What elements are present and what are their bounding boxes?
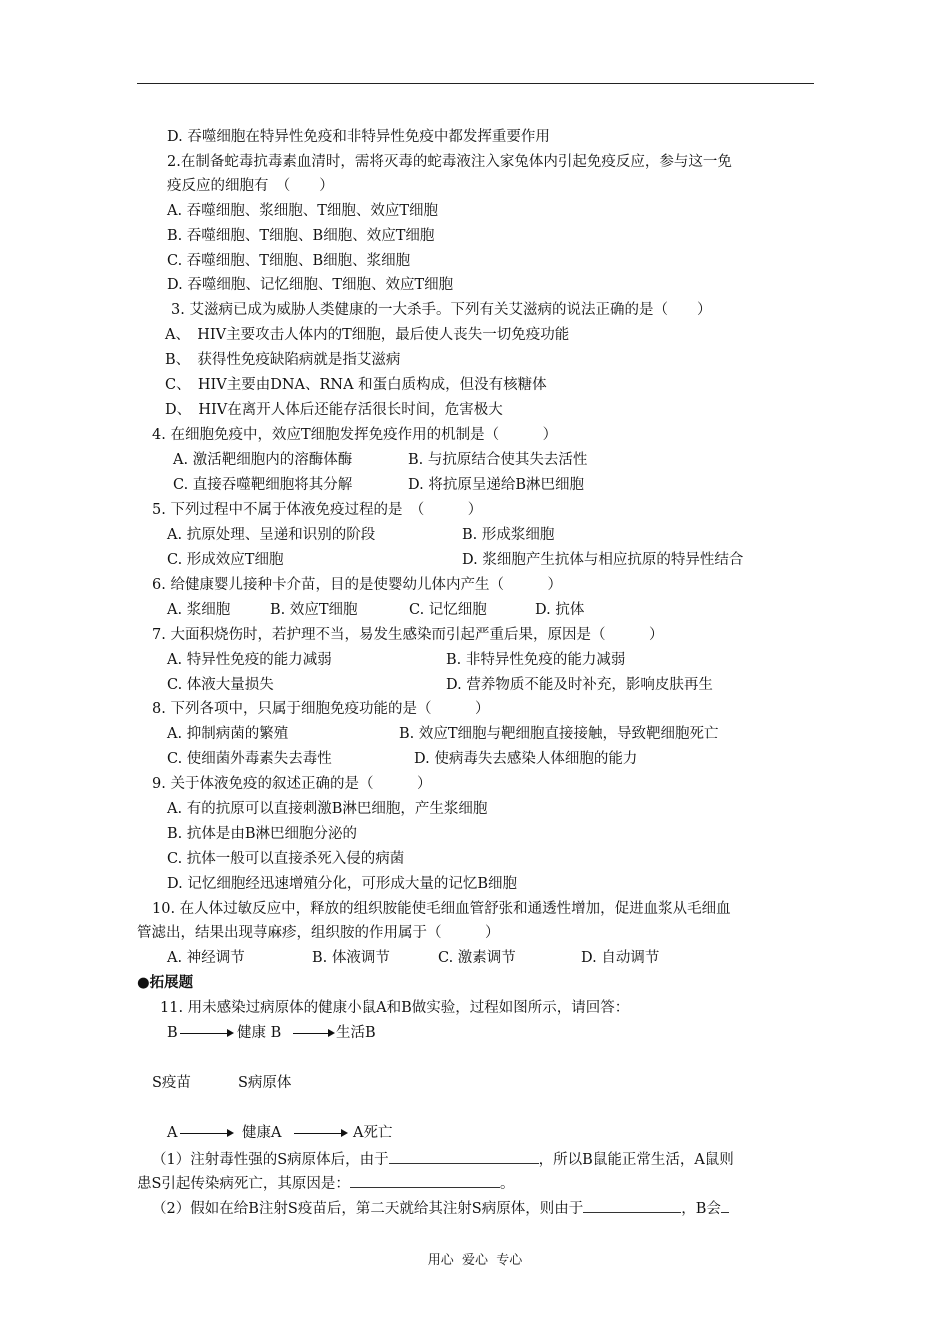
answer-blank-1[interactable]: [389, 1149, 539, 1164]
q11-part1-text-c: 患S引起传染病死亡，其原因是：: [137, 1176, 350, 1192]
q2-option-d: D. 吞噬细胞、记忆细胞、T细胞、效应T细胞: [167, 277, 454, 293]
section-title: 拓展题: [149, 974, 194, 991]
q2-stem-line2: 疫反应的细胞有 （ ）: [167, 178, 334, 194]
q11-stem: 11. 用未感染过病原体的健康小鼠A和B做实验，过程如图所示，请回答：: [160, 1000, 630, 1016]
q5-option-c: C. 形成效应T细胞: [167, 552, 284, 568]
q8-option-a: A. 抑制病菌的繁殖: [167, 726, 289, 742]
q9-option-c: C. 抗体一般可以直接杀死入侵的病菌: [167, 851, 405, 867]
q1-option-d: D. 吞噬细胞在特异性免疫和非特异性免疫中都发挥重要作用: [167, 129, 550, 145]
bullet-icon: ●: [137, 974, 150, 991]
q8-options-row2: [0, 750, 950, 768]
q3-option-b: B、 获得性免疫缺陷病就是指艾滋病: [165, 352, 401, 368]
page-footer: 用心 爱心 专心: [427, 1253, 523, 1268]
q7-options-row1: [0, 651, 950, 669]
header-rule: [137, 83, 814, 84]
q4-stem: 4. 在细胞免疫中，效应T细胞发挥免疫作用的机制是（ ）: [152, 427, 558, 443]
q8-stem: 8. 下列各项中，只属于细胞免疫功能的是（ ）: [152, 701, 490, 717]
q4-option-d: D. 将抗原呈递给B淋巴细胞: [408, 477, 584, 493]
q5-option-a: A. 抗原处理、呈递和识别的阶段: [167, 527, 376, 543]
arrow-a1-icon: [180, 1133, 232, 1134]
diagram-b-start: B: [167, 1025, 178, 1041]
answer-blank-3[interactable]: [583, 1198, 681, 1213]
q7-option-c: C. 体液大量损失: [167, 677, 274, 693]
diagram-b-end: 生活B: [336, 1025, 376, 1041]
q2-option-c: C. 吞噬细胞、T细胞、B细胞、浆细胞: [167, 253, 411, 269]
q3-stem: 3. 艾滋病已成为威胁人类健康的一大杀手。下列有关艾滋病的说法正确的是（ ）: [171, 302, 712, 318]
q9-option-b: B. 抗体是由B淋巴细胞分泌的: [167, 826, 358, 842]
arrow-a2-icon: [294, 1133, 346, 1134]
q10-stem-line2: 管滤出，结果出现荨麻疹，组织胺的作用属于（ ）: [137, 925, 500, 941]
q4-option-a: A. 激活靶细胞内的溶酶体酶: [173, 452, 353, 468]
q4-options-row2: [0, 476, 950, 494]
diagram-b-mid: 健康 B: [237, 1025, 282, 1041]
q6-options-row: [0, 601, 950, 619]
q10-option-d: D. 自动调节: [581, 950, 660, 966]
q2-stem-line1: 2.在制备蛇毒抗毒素血清时，需将灭毒的蛇毒液注入家兔体内引起免疫反应，参与这一免: [167, 154, 732, 170]
section-heading: [137, 974, 193, 992]
q11-part2-text-a: （2）假如在给B注射S疫苗后，第二天就给其注射S病原体，则由于: [152, 1201, 584, 1217]
q4-options-row1: [0, 451, 950, 469]
q5-option-b: B. 形成浆细胞: [462, 527, 555, 543]
q6-option-a: A. 浆细胞: [167, 602, 231, 618]
q11-part1-text-b: ，所以B鼠能正常生活，A鼠则: [538, 1152, 734, 1168]
q8-option-c: C. 使细菌外毒素失去毒性: [167, 751, 332, 767]
q7-option-a: A. 特异性免疫的能力减弱: [167, 652, 332, 668]
q10-options-row: [0, 949, 950, 967]
q10-option-b: B. 体液调节: [312, 950, 390, 966]
q8-option-d: D. 使病毒失去感染人体细胞的能力: [414, 751, 638, 767]
q6-stem: 6. 给健康婴儿接种卡介苗，目的是使婴幼儿体内产生（ ）: [152, 577, 562, 593]
q6-option-d: D. 抗体: [535, 602, 585, 618]
q9-option-d: D. 记忆细胞经迅速增殖分化，可形成大量的记忆B细胞: [167, 876, 517, 892]
q5-stem: 5. 下列过程中不属于体液免疫过程的是 （ ）: [152, 502, 483, 518]
q5-options-row2: [0, 551, 950, 569]
q5-options-row1: [0, 526, 950, 544]
diagram-s-pathogen: S病原体: [238, 1075, 292, 1091]
q11-part2-text-b: ，B会: [681, 1201, 721, 1217]
answer-blank-2[interactable]: [350, 1173, 500, 1188]
q8-options-row1: [0, 725, 950, 743]
q11-part2-line1: [152, 1198, 729, 1218]
q6-option-b: B. 效应T细胞: [270, 602, 358, 618]
q11-part1-line1: [152, 1149, 734, 1169]
q3-option-a: A、 HIV主要攻击人体内的T细胞，最后使人丧失一切免疫功能: [165, 327, 570, 343]
arrow-b2-icon: [293, 1033, 333, 1034]
arrow-b1-icon: [180, 1033, 232, 1034]
q11-part1-line2: [137, 1173, 514, 1193]
q7-options-row2: [0, 676, 950, 694]
q9-option-a: A. 有的抗原可以直接刺激B淋巴细胞，产生浆细胞: [167, 801, 488, 817]
q7-option-b: B. 非特异性免疫的能力减弱: [446, 652, 626, 668]
diagram-a-end: A死亡: [353, 1125, 393, 1141]
q7-stem: 7. 大面积烧伤时，若护理不当，易发生感染而引起严重后果，原因是（ ）: [152, 627, 664, 643]
q6-option-c: C. 记忆细胞: [409, 602, 487, 618]
q8-option-b: B. 效应T细胞与靶细胞直接接触，导致靶细胞死亡: [399, 726, 719, 742]
q10-option-c: C. 激素调节: [438, 950, 516, 966]
q2-option-b: B. 吞噬细胞、T细胞、B细胞、效应T细胞: [167, 228, 435, 244]
q4-option-b: B. 与抗原结合使其失去活性: [408, 452, 588, 468]
diagram-s-vaccine: S疫苗: [152, 1075, 191, 1091]
q3-option-c: C、 HIV主要由DNA、RNA 和蛋白质构成，但没有核糖体: [165, 377, 547, 393]
diagram-a-start: A: [167, 1125, 178, 1141]
q5-option-d: D. 浆细胞产生抗体与相应抗原的特异性结合: [462, 552, 744, 568]
q11-part1-text-d: 。: [499, 1176, 515, 1192]
diagram-a-mid: 健康A: [242, 1125, 282, 1141]
q4-option-c: C. 直接吞噬靶细胞将其分解: [173, 477, 353, 493]
q9-stem: 9. 关于体液免疫的叙述正确的是（ ）: [152, 776, 432, 792]
q3-option-d: D、 HIV在离开人体后还能存活很长时间，危害极大: [165, 402, 503, 418]
q2-option-a: A. 吞噬细胞、浆细胞、T细胞、效应T细胞: [167, 203, 439, 219]
q10-stem-line1: 10. 在人体过敏反应中，释放的组织胺能使毛细血管舒张和通透性增加，促进血浆从毛细血: [152, 901, 731, 917]
q11-part1-text-a: （1）注射毒性强的S病原体后，由于: [152, 1152, 389, 1168]
q10-option-a: A. 神经调节: [167, 950, 245, 966]
q7-option-d: D. 营养物质不能及时补充，影响皮肤再生: [446, 677, 713, 693]
answer-blank-4[interactable]: [721, 1198, 729, 1213]
